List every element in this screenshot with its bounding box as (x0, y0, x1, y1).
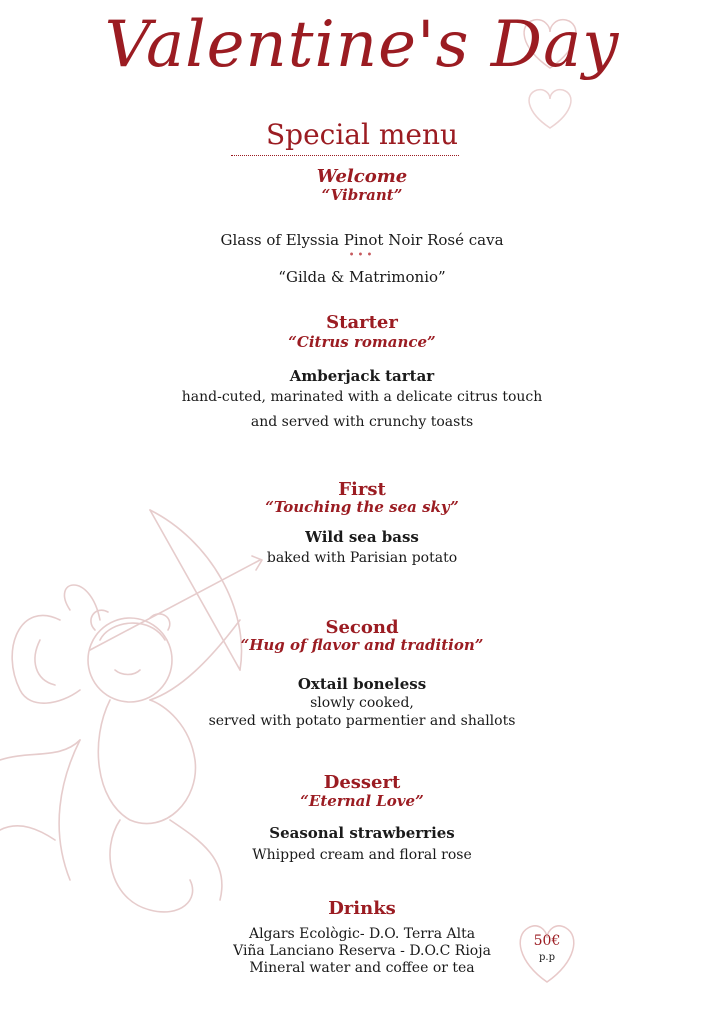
section-title-second: Second (325, 617, 399, 638)
divider (231, 155, 459, 156)
price-amount: 50€ (533, 933, 561, 949)
dish-name-dessert: Seasonal strawberries (269, 824, 455, 842)
section-subtitle-dessert: “Eternal Love” (300, 792, 424, 810)
welcome-item-cava: Glass of Elyssia Pinot Noir Rosé cava (220, 231, 504, 249)
drinks-line-2: Viña Lanciano Reserva - D.O.C Rioja (233, 943, 491, 959)
dish-desc-second-1: slowly cooked, (310, 695, 414, 711)
welcome-item-gilda: “Gilda & Matrimonio” (278, 268, 446, 286)
section-title-welcome: Welcome (316, 166, 408, 187)
price-unit: p.p (539, 952, 555, 963)
section-title-first: First (338, 479, 386, 500)
cherub-illustration (0, 500, 280, 960)
section-title-drinks: Drinks (328, 898, 396, 919)
drinks-line-1: Algars Ecològic- D.O. Terra Alta (248, 926, 476, 942)
dish-name-starter: Amberjack tartar (289, 367, 435, 385)
dish-desc-dessert-1: Whipped cream and floral rose (252, 847, 472, 863)
drinks-line-3: Mineral water and coffee or tea (249, 960, 475, 976)
dish-name-second: Oxtail boneless (297, 675, 427, 693)
section-title-starter: Starter (326, 312, 398, 333)
dish-desc-starter-1: hand-cuted, marinated with a delicate citrus touch (181, 389, 543, 405)
page-title: Valentine's Day (104, 8, 620, 82)
section-subtitle-starter: “Citrus romance” (288, 333, 436, 351)
heart-outline-icon (510, 912, 584, 986)
dish-desc-first-1: baked with Parisian potato (266, 550, 458, 566)
dish-desc-second-2: served with potato parmentier and shallots (208, 713, 516, 729)
section-subtitle-first: “Touching the sea sky” (265, 498, 459, 516)
separator-dots: ••• (348, 250, 376, 261)
section-title-dessert: Dessert (323, 772, 401, 793)
menu-subtitle: Special menu (265, 118, 459, 151)
dish-name-first: Wild sea bass (305, 528, 419, 546)
dish-desc-starter-2: and served with crunchy toasts (250, 414, 474, 430)
section-subtitle-second: “Hug of flavor and tradition” (240, 636, 484, 654)
section-subtitle-welcome: “Vibrant” (321, 186, 403, 204)
